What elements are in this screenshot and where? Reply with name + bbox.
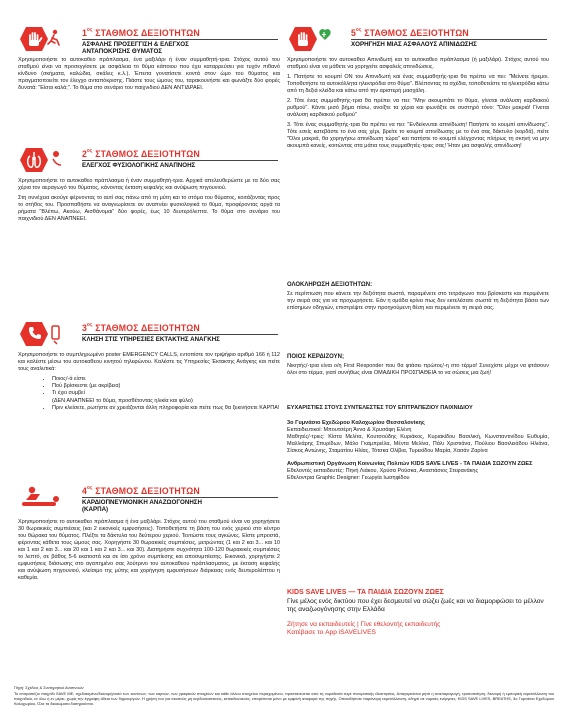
completion-text: Σε περίπτωση που κάνετε την δεξιότητα σωστά, παραμένετε στο τετράγωνο που βρίσκεστε και περιμένετε την σειρά σας για να προχωρήσετε. Εάν η ομάδα κρίνει πως δεν εκτελέσατε σωστά τη δεξιότητα βάσει των επίσημων οδηγιών, επιστρέψτε στην προηγούμενη θέση και περιμένετε τη σειρά σας.	[287, 290, 549, 311]
copyright-footer	[14, 686, 554, 707]
station-3	[18, 321, 280, 415]
station-3-checklist	[52, 376, 280, 412]
phone-call-icon	[18, 321, 64, 347]
station-4-subtitle: ΚΑΡΔΙΟΠΝΕΥΜΟΝΙΚΗ ΑΝΑΖΩΟΓΟΝΗΣΗ (ΚΑΡΠΑ)	[82, 497, 278, 513]
source-note: Πηγή: Σχέδιος & Συντηρητικό Αναπνοών	[14, 685, 84, 690]
station-5-step-3: 3. Τότε ένας συμμαθητής-τρια θα πρέπει να πει: "Ενδείκνυται απινίδωση! Πατήστε το κουμπί απινίδωσης". Τότε εσείς κατεβάστε το ένα σας χέρι, βρείτε το κουμπί απινίδωσης με το ένα σας δάκτυλο (κορδά), πείτε "Όλοι μακριά, θα χορηγήσω απινίδωση τώρα" και πατήστε το κουμπί ελέγχοντας πλήρως τη σκηνή να μην ακουμπά κανείς, κοιτώντας στα μάτια τους συμμαθητές-τριες σας! Ήταν μια ασφαλής απινίδωση!	[287, 122, 549, 150]
station-2-paragraph-1: Χρησιμοποιήστε το αυτοκαθεο πράπλασμα ή έναν συμμαθητή-τρια. Αρχικά απελευθερώστε με τα δύο σας χέρια τον αεραγωγό του θύματος, κάνοντας έκταση κεφαλής και ανύψωση πηγουνιού.	[18, 178, 280, 192]
winner-text: Νικητής/-τρια είναι ο/η First Responder που θα φτάσει πρώτος/-η στο τέρμα! Συνεχίστε μέχρι να φτάσουν όλοι στο τέρμα, γιατί συνήθως είναι ΟΜΑΔΙΚΗ ΠΡΟΣΠΑΘΕΙΑ το να σώσεις μια ζωή!	[287, 362, 549, 376]
station-4-paragraph: Χρησιμοποιήστε το αυτοκαθεο πράπλασμα ή ένα μαξιλάρι. Στόχος αυτού του σταθμού είναι να χορηγήσετε 30 θωρακικές συμπιέσεις (και 2 εικονικές εμφυσήσεις). Τοποθετήστε τη βάση του ενός χεριού στο κέντρο του θώρακα του θύματος. Πλέξτε τα δάκτυλα του δεύτερου χεριού. Τεντώστε τους αγκώνες. Είστε μπροστά, φέροντας κάθετα τους ώμους σας. Χορηγήστε 30 θωρακικές συμπιέσεις, μετρώντας (1 και 2 και 3... και 10 και 1 και 2 και 3... και 20 και 1 και 2 και 3... και 30). Διατηρήστε συχνότητα 100-120 θωρακικές συμπιέσεις το λεπτό, σε βάθος 5-6 εκατοστά και σε ίσο χρόνο συμπίεσης και αποσυμπίεσης. Εικονικά, χορηγήστε 2 εμφυσήσεις διάσωσης στο αγαπημένο σας λούτρινο του αυτοκαθεου πράπλασματος, με έκταση κεφαλής και ανύψωση πηγουνιού, κλείσιμο της μύτης και χορήγηση εμφυσήσεων διάρκειας ενός δευτερολέπτου η καθεμία.	[18, 519, 280, 582]
station-3-paragraph: Χρησιμοποιήστε το συμπληρωμένο poster EMERGENCY CALLS, εντοπίστε τον τριψήφιο αριθμό 166 ή 112 και καλέστε μέσω του αυτοκαθεου κινητού τηλεφώνου. Καλέστε τις Υπηρεσίες Έκτακτης Ανάγκης και πείτε τους αναλυτικά:	[18, 352, 280, 373]
winner-heading: ΠΟΙΟΣ ΚΕΡΔΙΖΟΥΝ;	[287, 354, 344, 360]
cpr-compression-icon	[18, 484, 64, 510]
app-download-cta[interactable]: Κατέβασε το App iSAVELIVES	[287, 629, 376, 637]
station-1	[18, 26, 280, 95]
list-item: • Πού βρίσκεστε (με ακρίβεια)	[52, 383, 280, 390]
station-3-header	[18, 321, 280, 349]
kids-save-lives-section	[287, 586, 549, 637]
station-3-title: $3^{o\varsigma}$ ΣΤΑΘΜΟΣ ΔΕΞΙΟΤΗΤΩΝ	[82, 322, 200, 334]
station-4-title: $4^{o\varsigma}$ ΣΤΑΘΜΟΣ ΔΕΞΙΟΤΗΤΩΝ	[82, 485, 200, 497]
station-1-title: $1^{o\varsigma}$ ΣΤΑΘΜΟΣ ΔΕΞΙΟΤΗΤΩΝ	[82, 27, 200, 39]
station-5-step-2: 2. Τότε ένας συμμαθητής-τρια θα πρέπει να πει: "Μην ακουμπάτε το θύμα, γίνεται ανάλυση καρδιακού ρυθμού". Κάντε μισό βήμα πίσω, ανοίξτε τα χέρια και φωνάξτε σε συστηρό τόνο: "Όλοι μακριά! Γίνεται ανάλυση καρδιακού ρυθμού"	[287, 98, 549, 119]
volunteer-cta[interactable]: Ζήτησε να εκπαιδευτείς | Γίνε εθελοντής εκπαιδευτής	[287, 621, 441, 629]
list-item: • Τι έχει συμβεί	[52, 390, 280, 397]
thanks-section	[287, 399, 549, 485]
aed-defibrillator-icon	[287, 26, 333, 52]
org-teachers: Εθελοντές εκπαιδευτές: Πηνή Λιάκου, Χρύσα Ρούσκα, Αναστάσιος Στεφανάκης	[287, 468, 479, 475]
station-5-title: $5^{o\varsigma}$ ΣΤΑΘΜΟΣ ΔΕΞΙΟΤΗΤΩΝ	[351, 27, 469, 39]
station-2-subtitle: ΕΛΕΓΧΟΣ ΦΥΣΙΟΛΟΓΙΚΗΣ ΑΝΑΠΝΟΗΣ	[82, 160, 278, 169]
list-item: • Ποιος/-ά είστε	[52, 376, 280, 383]
kids-save-lives-title: KIDS SAVE LIVES — ΤΑ ΠΑΙΔΙΑ ΣΩΖΟΥΝ ΖΩΕΣ	[287, 589, 444, 596]
station-5-step-1: 1. Πατήστε το κουμπί ON του Απινιδωτή και ένας συμμαθητής-τρια θα πρέπει να πει: "Μείνετε ήρεμοι. Τοποθετήστε τα αυτοκόλλητα ηλεκτρόδια στο θύμα". Βλέποντας τα σχέδια, τοποθετείστε τα ηλεκτρόδια κάτω από τη δεξιά κλείδα και κάτω από την αριστερή μασχάλη.	[287, 74, 549, 95]
station-5-header	[287, 26, 549, 54]
kids-save-lives-text: Γίνε μέλος ενός δικτύου που έχει δεσμευτεί να σώζει ζωές και να διαμορφώσει το μέλλον της αναζωογόνησης στην Ελλάδα	[287, 597, 544, 613]
thanks-heading: ΕΥΧΑΡΙΣΤΙΕΣ ΣΤΟΥΣ ΣΥΝΤΕΛΕΣΤΕΣ ΤΟΥ ΕΠΙΤΡΑΠΕΖΙΟΥ ΠΑΙΧΝΙΔΙΟΥ	[287, 405, 473, 411]
copyright-text: Το επιτραπέζιο παιχνίδι SAVE ME, σχεδιασμένο/διανομή/αυτό των κανόνων, των καρτών, των γραφικών στοιχείων και κάθε άλλου στοιχείου περιεχομένου, προστατεύεται από τη νομοθεσία περί πνευματικής ιδιοκτησίας. Απαγορεύεται ρητά η αναπαραγωγή, τροποποίηση, διανομή ή εμπορική εκμετάλλευση του παιχνιδιού, εν όλω ή εν μέρει, χωρίς την έγγραφη άδεια των δημιουργών. Η χρήση του για σκοπούς μη κερδοσκοπικούς, εκπαιδευτικούς, επιτρέπεται μόνο με εμφανή αναφορά της πηγής. Οποιαδήποτε παράνομη εκμετάλλευση, οδηγεί σε νομικές ενέργειες. KIDS SAVE LIVES, BREATHS, 3ο Γυμνάσιο Εχεδώρου Καλοχωρίου, Όλα τα δικαιώματα διατηρούνται.	[14, 690, 554, 706]
station-2-title: $2^{o\varsigma}$ ΣΤΑΘΜΟΣ ΔΕΞΙΟΤΗΤΩΝ	[82, 148, 200, 160]
list-item: • Πριν κλείσετε, ρωτήστε αν χρειάζονται άλλη πληροφορία και πείτε πως θα ξεκινήσετε ΚΑΡΠΑ!	[52, 405, 280, 412]
station-5	[287, 26, 549, 153]
completion-section	[287, 277, 549, 315]
breathing-lungs-icon	[18, 147, 64, 173]
station-2-header	[18, 147, 280, 175]
school-teachers: Εκπαιδευτικοί: Μπουτσέρη Άννα & Χρυσάφη Ελένη	[287, 426, 412, 433]
station-5-subtitle: ΧΟΡΗΓΗΣΗ ΜΙΑΣ ΑΣΦΑΛΟΥΣ ΑΠΙΝΙΔΩΣΗΣ	[351, 39, 547, 48]
org-title: Ανθρωπιστική Οργάνωση Κοινωνίας Πολιτών KIDS SAVE LIVES - ΤΑ ΠΑΙΔΙΑ ΣΩΖΟΥΝ ΖΩΕΣ	[287, 461, 533, 468]
winner-section	[287, 349, 549, 380]
station-1-paragraph: Χρησιμοποιήστε το αυτοκαθεο πράπλασμα, ένα μαξιλάρι ή έναν συμμαθητή-τρια. Στόχος αυτού του σταθμού είναι να προσεγγίσετε με ασφάλεια το θύμα κάποιου που έχει καταρρεύσει για τυχόν πιθανό κίνδυνο (σκήματα, καλώδια, σκάλες κ.λ.). Έπειτα γονατίσετε κοντά στον ώμο του θύματος και πραγματοποιείτε τον έλεγχο ανταπόκρισης. Πιάστε τους ώμους του, ταρακουνήστε και φωνάξτε δύο φορές δυνατά: "Είσαι καλά;". Το θύμα στο σενάριο του παιχνιδιού ΔΕΝ ΑΝΤΙΔΡΑΕΙ.	[18, 57, 280, 92]
hand-stop-runner-icon	[18, 26, 64, 52]
station-1-header	[18, 26, 280, 54]
station-5-paragraph: Χρησιμοποιήστε τον αυτοκαθεο Απινιδωτή και το αυτοκαθεο πράπλασμα (ή μαξιλάρι). Στόχος αυτού του σταθμού είναι να μάθετε να χορηγείτε ασφαλείς απινιδώσεις.	[287, 57, 549, 71]
school-title: 3ο Γυμνάσιο Εχεδώρου Καλοχωρίου Θεσσαλονίκης	[287, 419, 425, 426]
station-4	[18, 484, 280, 585]
completion-heading: ΟΛΟΚΛΗΡΩΣΗ ΔΕΞΙΟΤΗΤΩΝ:	[287, 282, 373, 288]
list-item: (ΔΕΝ ΑΝΑΠΝΕΕΙ το θύμα, προσθέτοντας ηλικία και φύλο)	[52, 397, 193, 404]
station-1-subtitle: ΑΣΦΑΛΗΣ ΠΡΟΣΕΓΓΙΣΗ & ΕΛΕΓΧΟΣ ΑΝΤΑΠΟΚΡΙΣΗΣ ΘΥΜΑΤΟΣ	[82, 39, 278, 55]
station-2-paragraph-2: Στη συνέχεια ακούγε φέρνοντας το αυτί σας πάνω από τη μύτη και το στόμα του θύματος, κοιτάζοντας προς το στήθος του. Προσπαθήστε να αναγνωρίσετε αν αναπνέει φυσιολογικά το θύμα, προφέροντας αργά τα ρήματα "Βλέπω, Ακούω, Αισθάνομαι" δύο φορές, έως 10 δευτερόλεπτα. Το θύμα στο σενάριο του παιχνιδιού ΔΕΝ ΑΝΑΠΝΕΕΙ.	[18, 195, 280, 223]
station-4-header	[18, 484, 280, 516]
station-3-subtitle: ΚΛΗΣΗ ΣΤΙΣ ΥΠΗΡΕΣΙΕΣ ΕΚΤΑΚΤΗΣ ΑΝΑΓΚΗΣ	[82, 334, 278, 343]
school-students: Μαθητές/-τριες: Κίστα Μελίτα, Κουτσούδης Κυριάκος, Κυριακίδου Βασιλική, Κωνσταντινίδου Ευθυμία, Μαλλιάρης Σπυρίδων, Μάλο Γκαμπριέλα, Μέντα Μελίνα, Πάλι Χριστιάνα, Πούλιου Βασιλειάδου Ηλιάνα, Σίσκος Αντώνης, Σταματίου Ηλίας, Τότσκα Ολίβια, Τυρεκίδου Μαρία, Χασάν Ζαρίνα	[287, 434, 549, 455]
station-2	[18, 147, 280, 226]
org-designer: Εθελοντρια Graphic Designer: Γεωργία Ιωσηφίδου	[287, 475, 410, 482]
